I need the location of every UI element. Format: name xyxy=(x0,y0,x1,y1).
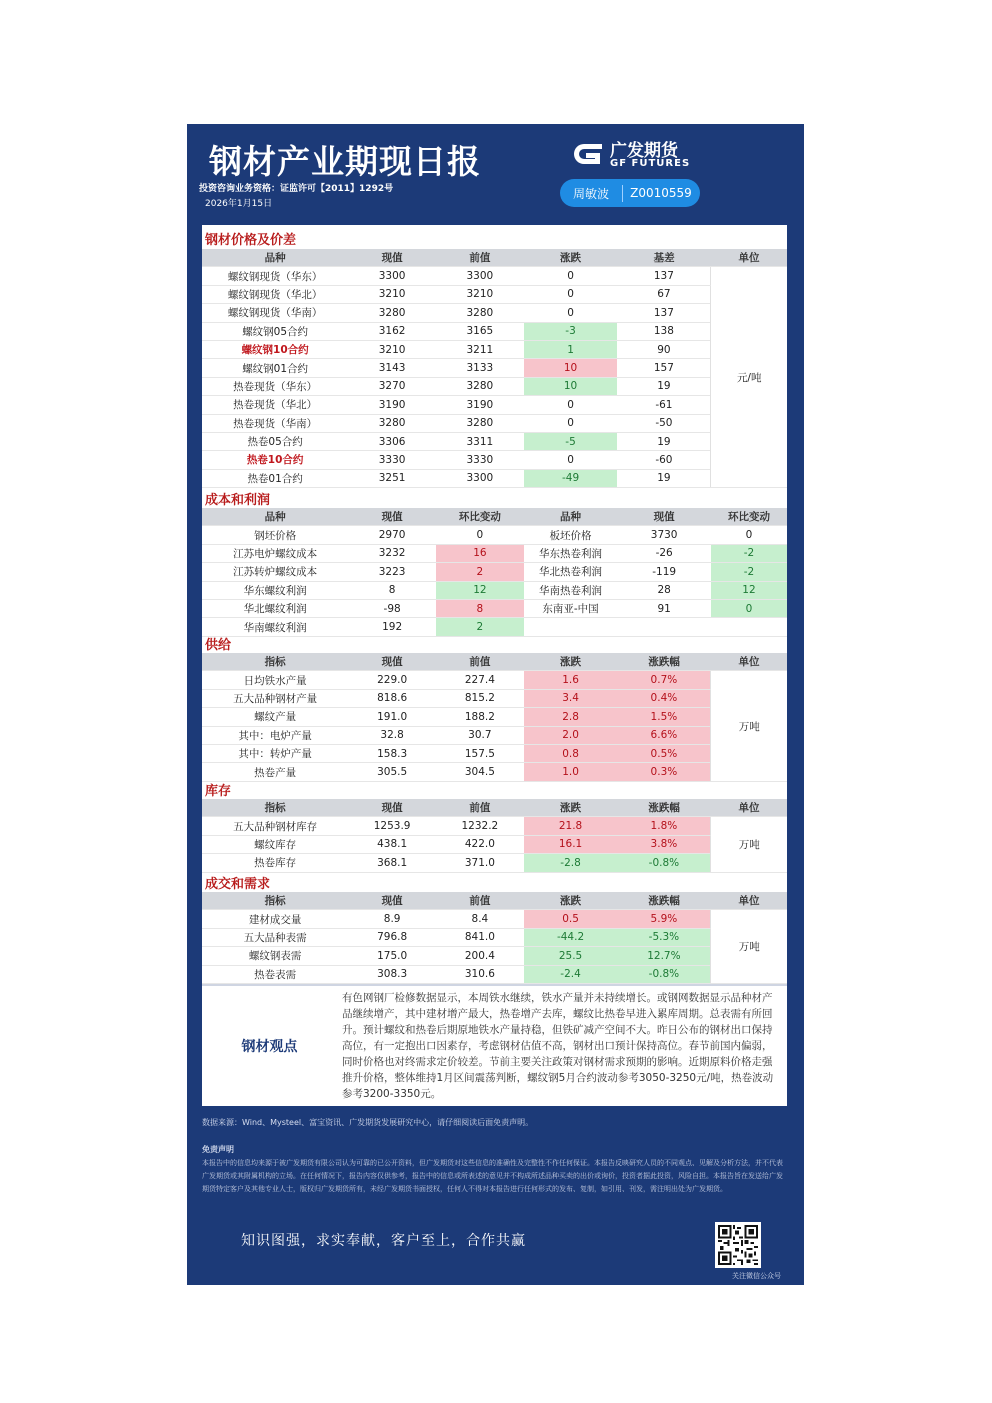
change-value: 8 xyxy=(436,599,524,617)
previous-value: 3280 xyxy=(436,377,524,395)
row-name: 板坯价格 xyxy=(524,526,618,544)
current-value: 229.0 xyxy=(348,671,436,689)
previous-value: 188.2 xyxy=(436,708,524,726)
current-value: 438.1 xyxy=(348,835,436,853)
table-row xyxy=(202,359,787,377)
supply-header-row xyxy=(202,653,787,671)
current-value: 3190 xyxy=(348,396,436,414)
previous-value: 3311 xyxy=(436,432,524,450)
table-row xyxy=(202,910,787,928)
current-value: 28 xyxy=(617,581,711,599)
row-name: 华北热卷利润 xyxy=(524,563,618,581)
table-row xyxy=(202,563,787,581)
supply-header-cell: 前值 xyxy=(436,653,524,671)
change-value: 0 xyxy=(524,267,618,285)
disclaimer-text: 本报告中的信息均来源于被广发期货有限公司认为可靠的已公开资料，但广发期货对这些信息的准确性及完整性不作任何保证。本报告反映研究人员的不同观点、见解及分析方法，并不代表广发期货或其附属机构的立场。在任何情况下，报告内容仅供参考，报告中的信息或所表述的意见并不构成所述品种买卖的出价或询价，投资者据此投资，风险自担。本报告旨在发送给广发期货特定客户及其他专业人士，版权归广发期货所有，未经广发期货书面授权，任何人不得对本报告进行任何形式的发布、复制，如引用、刊发，需注明出处为广发期货。 xyxy=(202,1159,783,1193)
table-row xyxy=(202,267,787,285)
price-header-cell: 单位 xyxy=(711,249,787,267)
previous-value: 422.0 xyxy=(436,835,524,853)
row-name: 热卷表需 xyxy=(202,965,348,983)
current-value: 3280 xyxy=(348,304,436,322)
row-name: 热卷01合约 xyxy=(202,469,348,487)
table-row xyxy=(202,414,787,432)
current-value: 3330 xyxy=(348,451,436,469)
previous-value: 157.5 xyxy=(436,744,524,762)
change-value: -3 xyxy=(524,322,618,340)
row-name: 热卷现货（华南） xyxy=(202,414,348,432)
inventory-header-row xyxy=(202,799,787,817)
change-value xyxy=(711,618,787,636)
unit-cell: 万吨 xyxy=(711,910,787,984)
previous-value: 3300 xyxy=(436,267,524,285)
row-name: 热卷10合约 xyxy=(202,451,348,469)
section-demand-title: 成交和需求 xyxy=(205,877,271,892)
current-value: 3270 xyxy=(348,377,436,395)
row-name xyxy=(524,618,618,636)
basis-value: 137 xyxy=(617,304,711,322)
company-slogan: 知识图强，求实奉献，客户至上，合作共赢 xyxy=(241,1233,526,1249)
disclaimer-title: 免责声明 xyxy=(202,1145,234,1154)
change-value: 0 xyxy=(524,304,618,322)
inventory-header-cell: 单位 xyxy=(711,799,787,817)
table-row xyxy=(202,726,787,744)
table-row xyxy=(202,469,787,487)
previous-value: 3210 xyxy=(436,285,524,303)
cost-header-cell: 品种 xyxy=(202,508,348,526)
previous-value: 3133 xyxy=(436,359,524,377)
change-value: 1 xyxy=(524,340,618,358)
unit-cell: 元/吨 xyxy=(711,267,787,488)
current-value: 3251 xyxy=(348,469,436,487)
previous-value: 304.5 xyxy=(436,763,524,781)
change-value: 10 xyxy=(524,377,618,395)
change-value: 1.6 xyxy=(524,671,618,689)
change-value: 0 xyxy=(524,414,618,432)
demand-header-cell: 指标 xyxy=(202,892,348,910)
table-row xyxy=(202,432,787,450)
row-name: 东南亚-中国 xyxy=(524,599,618,617)
change-percent: 3.8% xyxy=(617,835,711,853)
current-value: 192 xyxy=(348,618,436,636)
supply-header-cell: 现值 xyxy=(348,653,436,671)
basis-value: 19 xyxy=(617,469,711,487)
report-date: 2026年1月15日 xyxy=(205,199,273,209)
previous-value: 200.4 xyxy=(436,947,524,965)
current-value: 1253.9 xyxy=(348,817,436,835)
market-view-text: 有色网钢厂检修数据显示，本周铁水继续，铁水产量并未持续增长。或钢网数据显示品种材产品继续增产，其中建材增产最大，热卷增产去库，螺纹比热卷早进入累库周期。总表需有所回升。预计螺纹和热卷后期原地铁水产量持稳，但铁矿减产空间不大。昨日公布的钢材出口保持高位，有一定抱出口因素存，考虑钢材估值不高，钢材出口预计保持高位。春节前国内偏弱，同时价格也对终需求定价较差。节前主要关注政策对钢材需求预期的影响。近期原料价格走强推升价格，整体维持1月区间震荡判断，螺纹钢5月合约波动参考3050-3250元/吨，热卷波动参考3200-3350元。 xyxy=(342,992,774,1100)
row-name: 五大品种钢材产量 xyxy=(202,689,348,707)
change-value: -49 xyxy=(524,469,618,487)
current-value: -98 xyxy=(348,599,436,617)
data-source: 数据来源：Wind、Mysteel、富宝资讯、广发期货发展研究中心，请仔细阅读后面免责声明。 xyxy=(202,1118,534,1127)
inventory-header-cell: 指标 xyxy=(202,799,348,817)
table-row xyxy=(202,817,787,835)
current-value: 3730 xyxy=(617,526,711,544)
table-row xyxy=(202,396,787,414)
current-value: 158.3 xyxy=(348,744,436,762)
current-value: 8 xyxy=(348,581,436,599)
change-value: 0 xyxy=(436,526,524,544)
row-name: 热卷库存 xyxy=(202,854,348,872)
previous-value: 310.6 xyxy=(436,965,524,983)
table-row xyxy=(202,451,787,469)
current-value: 32.8 xyxy=(348,726,436,744)
table-row xyxy=(202,708,787,726)
demand-header-cell: 单位 xyxy=(711,892,787,910)
table-row xyxy=(202,947,787,965)
change-value: 0 xyxy=(524,396,618,414)
change-value: 0 xyxy=(711,599,787,617)
previous-value: 3300 xyxy=(436,469,524,487)
change-percent: 0.4% xyxy=(617,689,711,707)
change-value: 0 xyxy=(524,451,618,469)
change-value: 12 xyxy=(436,581,524,599)
row-name: 螺纹钢现货（华东） xyxy=(202,267,348,285)
change-value: 0.5 xyxy=(524,910,618,928)
change-value: 2 xyxy=(436,563,524,581)
change-value: -5 xyxy=(524,432,618,450)
current-value: 3300 xyxy=(348,267,436,285)
change-value: -2 xyxy=(711,544,787,562)
current-value: 8.9 xyxy=(348,910,436,928)
price-header-cell: 现值 xyxy=(348,249,436,267)
section-price-title: 钢材价格及价差 xyxy=(205,233,297,248)
unit-cell: 万吨 xyxy=(711,671,787,781)
change-value: 0.8 xyxy=(524,744,618,762)
price-table xyxy=(202,249,787,488)
analyst-code: Z0010559 xyxy=(630,186,692,200)
previous-value: 8.4 xyxy=(436,910,524,928)
cost-header-cell: 品种 xyxy=(524,508,618,526)
row-name: 华南螺纹利润 xyxy=(202,618,348,636)
supply-header-cell: 涨跌 xyxy=(524,653,618,671)
change-percent: 0.5% xyxy=(617,744,711,762)
gf-logo xyxy=(572,136,702,176)
row-name: 热卷产量 xyxy=(202,763,348,781)
qr-label: 关注微信公众号 xyxy=(732,1272,781,1280)
table-row xyxy=(202,618,787,636)
analyst-badge xyxy=(560,179,700,207)
cost-header-cell: 环比变动 xyxy=(436,508,524,526)
previous-value: 3330 xyxy=(436,451,524,469)
change-percent: 1.8% xyxy=(617,817,711,835)
current-value: 308.3 xyxy=(348,965,436,983)
basis-value: 19 xyxy=(617,377,711,395)
change-percent: 5.9% xyxy=(617,910,711,928)
logo-english: GF FUTURES xyxy=(610,158,691,169)
inventory-table xyxy=(202,799,787,873)
previous-value: 371.0 xyxy=(436,854,524,872)
current-value: 818.6 xyxy=(348,689,436,707)
row-name: 螺纹钢表需 xyxy=(202,947,348,965)
report-title: 钢材产业期现日报 xyxy=(209,142,481,181)
basis-value: 137 xyxy=(617,267,711,285)
row-name: 五大品种表需 xyxy=(202,928,348,946)
change-value: 12 xyxy=(711,581,787,599)
current-value: -119 xyxy=(617,563,711,581)
analyst-name: 周敏波 xyxy=(560,185,623,202)
change-value: 10 xyxy=(524,359,618,377)
logo-chinese: 广发期货 xyxy=(610,141,678,161)
row-name: 华南热卷利润 xyxy=(524,581,618,599)
change-value: 25.5 xyxy=(524,947,618,965)
row-name: 热卷05合约 xyxy=(202,432,348,450)
row-name: 华北螺纹利润 xyxy=(202,599,348,617)
demand-header-cell: 涨跌幅 xyxy=(617,892,711,910)
change-percent: 1.5% xyxy=(617,708,711,726)
current-value: 3232 xyxy=(348,544,436,562)
table-row xyxy=(202,835,787,853)
previous-value: 3280 xyxy=(436,304,524,322)
demand-header-cell: 涨跌 xyxy=(524,892,618,910)
unit-cell: 万吨 xyxy=(711,817,787,872)
current-value: 191.0 xyxy=(348,708,436,726)
previous-value: 30.7 xyxy=(436,726,524,744)
row-name: 其中：电炉产量 xyxy=(202,726,348,744)
table-row xyxy=(202,689,787,707)
table-row xyxy=(202,526,787,544)
change-percent: 0.3% xyxy=(617,763,711,781)
change-value: 2.8 xyxy=(524,708,618,726)
change-percent: -0.8% xyxy=(617,854,711,872)
current-value: 796.8 xyxy=(348,928,436,946)
demand-header-cell: 现值 xyxy=(348,892,436,910)
inventory-header-cell: 前值 xyxy=(436,799,524,817)
basis-value: 157 xyxy=(617,359,711,377)
price-header-row xyxy=(202,249,787,267)
cost-table xyxy=(202,508,787,637)
section-supply-title: 供给 xyxy=(205,638,232,653)
current-value: 368.1 xyxy=(348,854,436,872)
section-inventory-title: 库存 xyxy=(205,784,232,799)
basis-value: -61 xyxy=(617,396,711,414)
supply-header-cell: 涨跌幅 xyxy=(617,653,711,671)
previous-value: 815.2 xyxy=(436,689,524,707)
gf-logo-icon xyxy=(572,138,606,172)
row-name: 螺纹钢现货（华北） xyxy=(202,285,348,303)
table-row xyxy=(202,340,787,358)
row-name: 江苏电炉螺纹成本 xyxy=(202,544,348,562)
row-name: 热卷现货（华北） xyxy=(202,396,348,414)
current-value: -26 xyxy=(617,544,711,562)
table-row xyxy=(202,377,787,395)
row-name: 建材成交量 xyxy=(202,910,348,928)
previous-value: 3190 xyxy=(436,396,524,414)
license-text: 投资咨询业务资格：证监许可【2011】1292号 xyxy=(199,184,394,194)
inventory-header-cell: 涨跌 xyxy=(524,799,618,817)
table-row xyxy=(202,581,787,599)
previous-value: 841.0 xyxy=(436,928,524,946)
row-name: 螺纹钢01合约 xyxy=(202,359,348,377)
row-name: 螺纹钢10合约 xyxy=(202,340,348,358)
current-value: 175.0 xyxy=(348,947,436,965)
basis-value: 67 xyxy=(617,285,711,303)
table-row xyxy=(202,304,787,322)
change-value: 1.0 xyxy=(524,763,618,781)
change-value: 0 xyxy=(524,285,618,303)
row-name: 其中：转炉产量 xyxy=(202,744,348,762)
row-name: 螺纹钢05合约 xyxy=(202,322,348,340)
change-value: -2.8 xyxy=(524,854,618,872)
change-percent: 6.6% xyxy=(617,726,711,744)
price-header-cell: 涨跌 xyxy=(524,249,618,267)
previous-value: 3280 xyxy=(436,414,524,432)
row-name: 螺纹钢现货（华南） xyxy=(202,304,348,322)
supply-table xyxy=(202,653,787,782)
data-panel xyxy=(202,225,787,1105)
table-row xyxy=(202,928,787,946)
row-name: 螺纹库存 xyxy=(202,835,348,853)
row-name: 热卷现货（华东） xyxy=(202,377,348,395)
change-value: 2 xyxy=(436,618,524,636)
change-value: 0 xyxy=(711,526,787,544)
previous-value: 227.4 xyxy=(436,671,524,689)
demand-table xyxy=(202,892,787,984)
row-name: 钢坯价格 xyxy=(202,526,348,544)
market-view xyxy=(202,984,787,1106)
row-name: 华东热卷利润 xyxy=(524,544,618,562)
table-row xyxy=(202,322,787,340)
current-value: 3143 xyxy=(348,359,436,377)
change-percent: 0.7% xyxy=(617,671,711,689)
report-poster xyxy=(187,124,804,1285)
basis-value: -60 xyxy=(617,451,711,469)
supply-header-cell: 指标 xyxy=(202,653,348,671)
market-view-title: 钢材观点 xyxy=(241,1039,298,1055)
cost-header-row xyxy=(202,508,787,526)
current-value: 3162 xyxy=(348,322,436,340)
change-value: -44.2 xyxy=(524,928,618,946)
current-value: 91 xyxy=(617,599,711,617)
current-value: 305.5 xyxy=(348,763,436,781)
previous-value: 3165 xyxy=(436,322,524,340)
change-value: 2.0 xyxy=(524,726,618,744)
basis-value: -50 xyxy=(617,414,711,432)
section-cost-title: 成本和利润 xyxy=(205,493,271,508)
change-value: 21.8 xyxy=(524,817,618,835)
basis-value: 138 xyxy=(617,322,711,340)
row-name: 五大品种钢材库存 xyxy=(202,817,348,835)
basis-value: 19 xyxy=(617,432,711,450)
cost-header-cell: 现值 xyxy=(617,508,711,526)
change-value: -2 xyxy=(711,563,787,581)
row-name: 日均铁水产量 xyxy=(202,671,348,689)
current-value xyxy=(617,618,711,636)
current-value: 3306 xyxy=(348,432,436,450)
change-value: 16.1 xyxy=(524,835,618,853)
qr-code-icon xyxy=(715,1222,761,1268)
table-row xyxy=(202,854,787,872)
cost-header-cell: 现值 xyxy=(348,508,436,526)
demand-header-cell: 前值 xyxy=(436,892,524,910)
cost-header-cell: 环比变动 xyxy=(711,508,787,526)
table-row xyxy=(202,744,787,762)
basis-value: 90 xyxy=(617,340,711,358)
row-name: 螺纹产量 xyxy=(202,708,348,726)
current-value: 3280 xyxy=(348,414,436,432)
inventory-header-cell: 现值 xyxy=(348,799,436,817)
row-name: 江苏转炉螺纹成本 xyxy=(202,563,348,581)
current-value: 3210 xyxy=(348,340,436,358)
current-value: 2970 xyxy=(348,526,436,544)
previous-value: 3211 xyxy=(436,340,524,358)
current-value: 3223 xyxy=(348,563,436,581)
table-row xyxy=(202,285,787,303)
previous-value: 1232.2 xyxy=(436,817,524,835)
inventory-header-cell: 涨跌幅 xyxy=(617,799,711,817)
change-value: 3.4 xyxy=(524,689,618,707)
price-header-cell: 品种 xyxy=(202,249,348,267)
table-row xyxy=(202,763,787,781)
supply-header-cell: 单位 xyxy=(711,653,787,671)
table-row xyxy=(202,544,787,562)
change-percent: -5.3% xyxy=(617,928,711,946)
price-header-cell: 基差 xyxy=(617,249,711,267)
price-header-cell: 前值 xyxy=(436,249,524,267)
change-value: 16 xyxy=(436,544,524,562)
table-row xyxy=(202,671,787,689)
change-value: -2.4 xyxy=(524,965,618,983)
change-percent: 12.7% xyxy=(617,947,711,965)
row-name: 华东螺纹利润 xyxy=(202,581,348,599)
table-row xyxy=(202,599,787,617)
change-percent: -0.8% xyxy=(617,965,711,983)
table-row xyxy=(202,965,787,983)
current-value: 3210 xyxy=(348,285,436,303)
demand-header-row xyxy=(202,892,787,910)
